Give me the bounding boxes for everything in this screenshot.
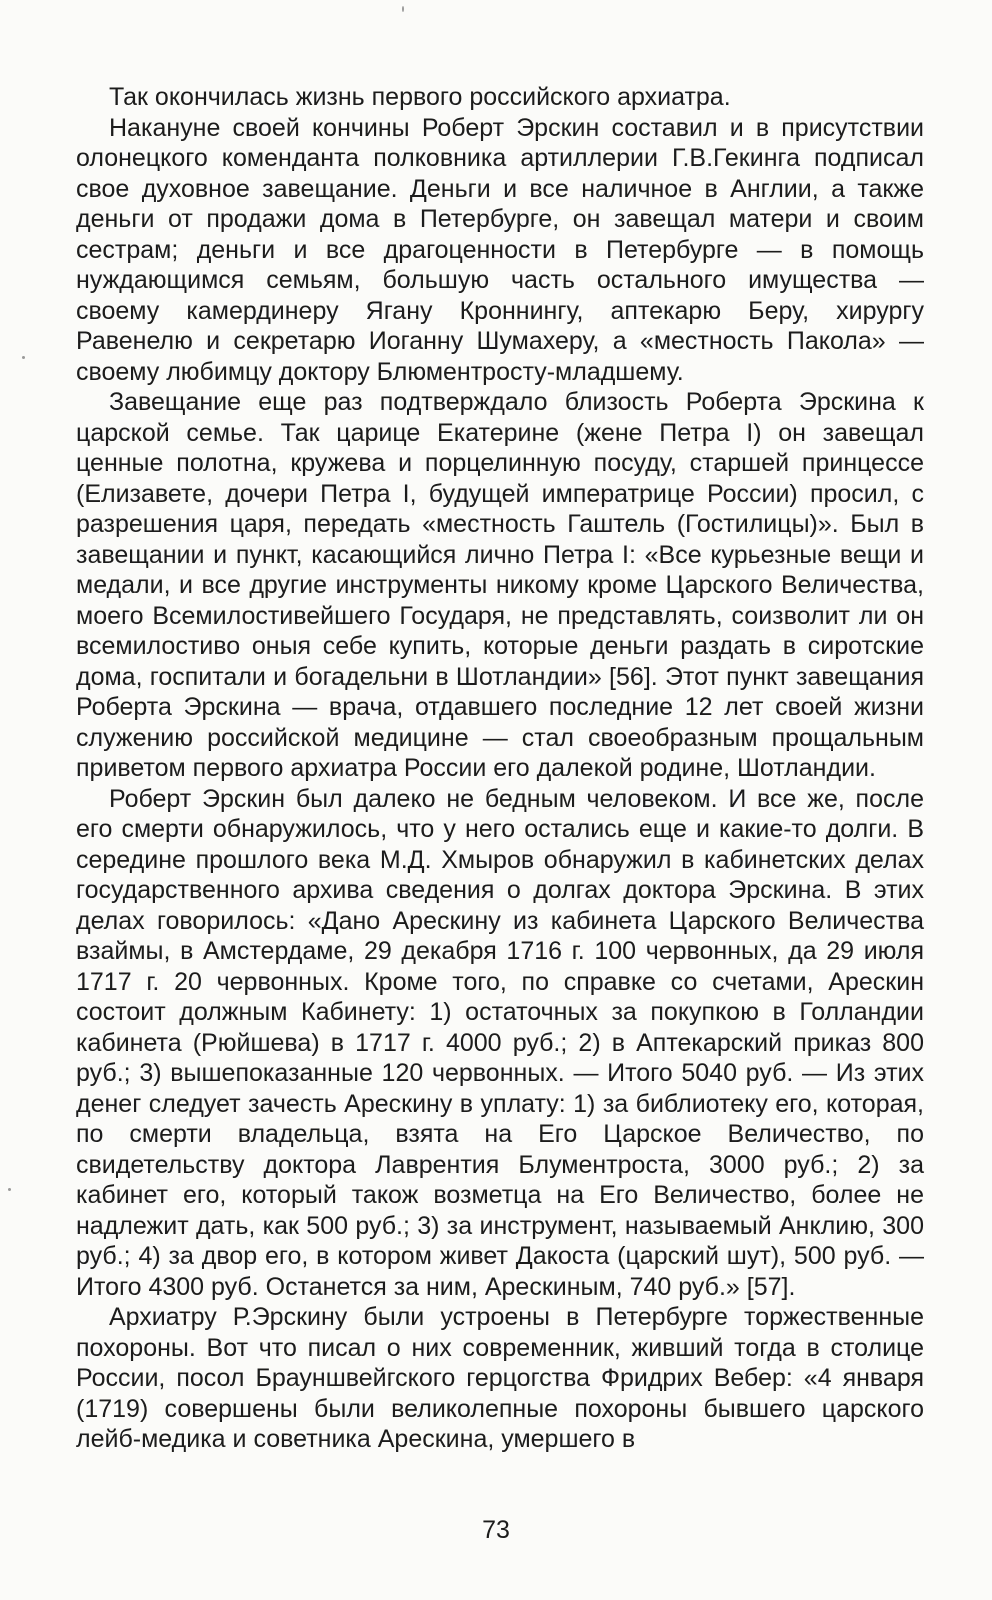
- scan-speck: [22, 356, 25, 359]
- scan-speck: [8, 1188, 11, 1191]
- paragraph: Завещание еще раз подтверждало близость Роберта Эрскина к царской семье. Так царице Екатерине (жене Петра I) он завещал ценные полотна, кружева и порцелинную посуду, старшей принцессе (Елизавете, дочери Петра I, будущей императрице России) просил, с разрешения царя, передать «местность Гаштель (Гостилицы)». Был в завещании и пункт, касающийся лично Петра I: «Все курьезные вещи и медали, и все другие инструменты никому кроме Царского Величества, моего Всемилостивейшего Государя, не представлять, соизволит ли он всемилостиво оныя себе купить, которые деньги раздать в сиротские дома, госпитали и богадельни в Шотландии» [56]. Этот пункт завещания Роберта Эрскина — врача, отдавшего последние 12 лет своей жизни служению российской медицине — стал своеобразным прощальным приветом первого архиатра России его далекой родине, Шотландии.: [76, 388, 924, 782]
- paragraph: Накануне своей кончины Роберт Эрскин составил и в присутствии олонецкого коменданта полковника артиллерии Г.В.Гекинга подписал свое духовное завещание. Деньги и все наличное в Англии, а также деньги от продажи дома в Петербурге, он завещал матери и своим сестрам; деньги и все драгоценности в Петербурге — в помощь нуждающимся семьям, большую часть остального имущества — своему камердинеру Ягану Кроннингу, аптекарю Беру, хирургу Равенелю и секретарю Иоганну Шумахеру, а «местность Пакола» — своему любимцу доктору Блюментросту-младшему.: [76, 113, 924, 386]
- paragraph: Роберт Эрскин был далеко не бедным человеком. И все же, после его смерти обнаружилось, что у него остались еще и какие-то долги. В середине прошлого века М.Д. Хмыров обнаружил в кабинетских делах государственного архива сведения о долгах доктора Эрскина. В этих делах говорилось: «Дано Арескину из кабинета Царского Величества взаймы, в Амстердаме, 29 декабря 1716 г. 100 червонных, да 29 июля 1717 г. 20 червонных. Кроме того, по справке со счетами, Арескин состоит должным Кабинету: 1) остаточных за покупкою в Голландии кабинета (Рюйшева) в 1717 г. 4000 руб.; 2) в Аптекарский приказ 800 руб.; 3) вышепоказанные 120 червонных. — Итого 5040 руб. — Из этих денег следует зачесть Арескину в уплату: 1) за библиотеку его, которая, по смерти владельца, взята на Его Царское Величество, по свидетельству доктора Лаврентия Блументроста, 3000 руб.; 2) за кабинет его, который також возметца на Его Величество, более не надлежит дать, как 500 руб.; 3) за инструмент, называемый Анклию, 300 руб.; 4) за двор его, в котором живет Дакоста (царский шут), 500 руб. — Итого 4300 руб. Останется за ним, Арескиным, 740 руб.» [57].: [76, 784, 924, 1301]
- page-body-text: [76, 82, 924, 1455]
- scan-speck: [402, 6, 404, 12]
- paragraph: Так окончилась жизнь первого российского архиатра.: [109, 83, 731, 111]
- page-number: 73: [482, 1516, 510, 1544]
- paragraph: Архиатру Р.Эрскину были устроены в Петербурге торжественные похороны. Вот что писал о них современник, живший тогда в столице России, посол Брауншвейгского герцогства Фридрих Вебер: «4 января (1719) совершены были великолепные похороны бывшего царского лейб-медика и советника Арескина, умершего в: [76, 1303, 924, 1453]
